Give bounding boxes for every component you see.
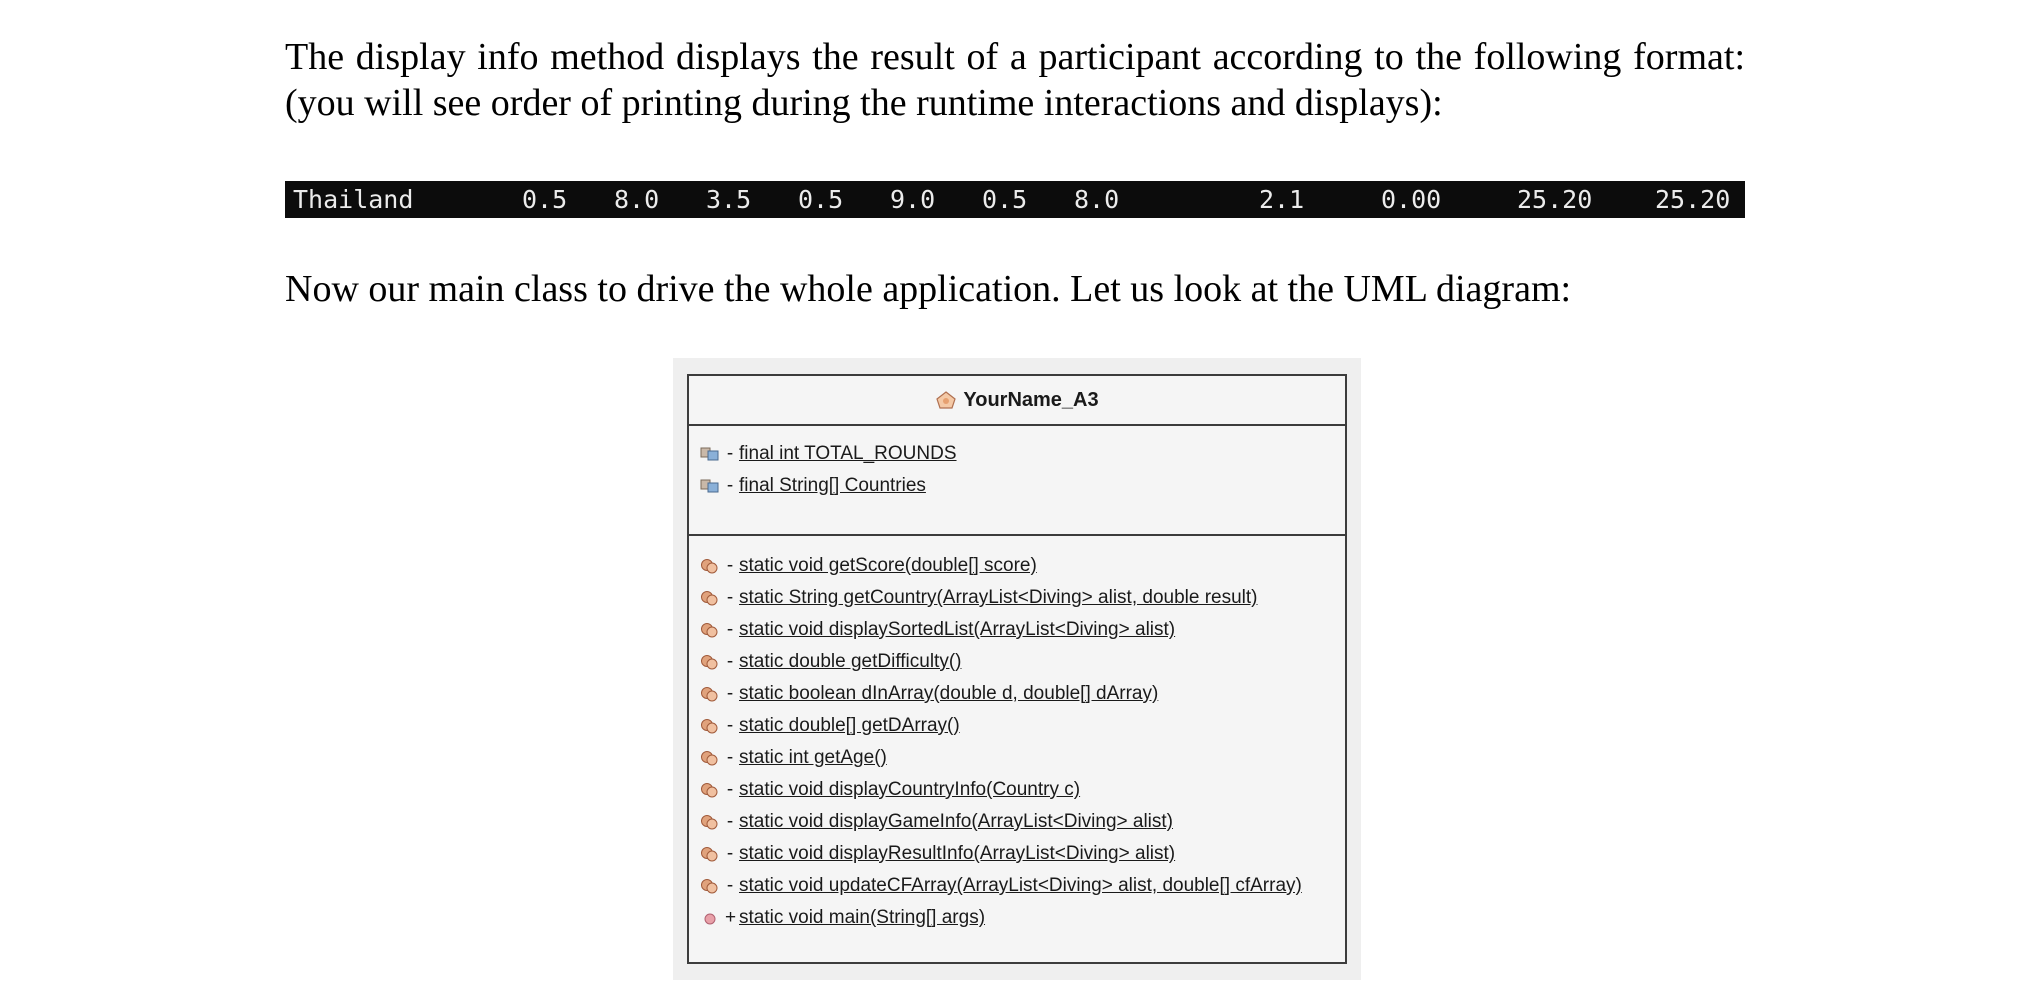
console-cell: 0.00 <box>1381 185 1442 214</box>
method-icon <box>699 589 721 607</box>
console-cell: 9.0 <box>890 185 936 214</box>
uml-method-signature: static void main(String[] args) <box>739 907 986 928</box>
uml-fields-section <box>689 426 1345 536</box>
description-paragraph: The display info method displays the result of a participant according to the following format: (you will see order of printing during the runtime interactions and displays): <box>285 36 1745 124</box>
console-cell: 8.0 <box>1074 185 1120 214</box>
uml-method-row <box>689 614 1345 646</box>
console-cell: 8.0 <box>614 185 660 214</box>
console-cell: Thailand <box>293 185 414 214</box>
method-icon <box>699 749 721 767</box>
uml-method-signature: static void displayCountryInfo(Country c) <box>739 779 1081 800</box>
uml-method-row <box>689 870 1345 902</box>
uml-class-name: YourName_A3 <box>963 388 1099 411</box>
field-icon <box>699 477 721 495</box>
uml-method-row <box>689 838 1345 870</box>
visibility-marker: - <box>726 747 734 768</box>
uml-method-signature: static void updateCFArray(ArrayList<Diving> alist, double[] cfArray) <box>739 875 1302 896</box>
visibility-marker: - <box>726 683 734 704</box>
uml-method-row <box>689 710 1345 742</box>
console-cell: 3.5 <box>706 185 752 214</box>
visibility-marker: - <box>726 619 734 640</box>
uml-method-signature: static void displayResultInfo(ArrayList<Diving> alist) <box>739 843 1176 864</box>
uml-field-row <box>689 470 1345 502</box>
console-cell: 0.5 <box>522 185 568 214</box>
console-cell: 25.20 <box>1517 185 1593 214</box>
uml-field-signature: final String[] Countries <box>739 475 926 496</box>
uml-method-row <box>689 902 1345 934</box>
uml-field-signature: final int TOTAL_ROUNDS <box>739 443 957 464</box>
console-cell: 2.1 <box>1259 185 1305 214</box>
visibility-marker: - <box>726 587 734 608</box>
uml-method-signature: static int getAge() <box>739 747 887 768</box>
uml-method-signature: static void displayGameInfo(ArrayList<Diving> alist) <box>739 811 1174 832</box>
visibility-marker: + <box>725 907 737 928</box>
uml-class-header <box>689 376 1345 426</box>
console-output <box>285 181 1745 218</box>
visibility-marker: - <box>726 843 734 864</box>
method-icon <box>699 653 721 671</box>
console-cell: 0.5 <box>798 185 844 214</box>
uml-method-row <box>689 550 1345 582</box>
uml-method-row <box>689 742 1345 774</box>
uml-method-signature: static double[] getDArray() <box>739 715 960 736</box>
uml-field-row <box>689 438 1345 470</box>
visibility-marker: - <box>726 475 734 496</box>
public-method-icon <box>699 909 721 927</box>
uml-method-row <box>689 646 1345 678</box>
method-icon <box>699 717 721 735</box>
visibility-marker: - <box>726 443 734 464</box>
method-icon <box>699 621 721 639</box>
visibility-marker: - <box>726 779 734 800</box>
visibility-marker: - <box>726 875 734 896</box>
uml-intro-paragraph: Now our main class to drive the whole application. Let us look at the UML diagram: <box>285 268 1572 310</box>
method-icon <box>699 877 721 895</box>
uml-method-signature: static String getCountry(ArrayList<Diving> alist, double result) <box>739 587 1258 608</box>
method-icon <box>699 781 721 799</box>
uml-method-row <box>689 774 1345 806</box>
uml-method-row <box>689 678 1345 710</box>
uml-methods-section <box>689 536 1345 934</box>
visibility-marker: - <box>726 555 734 576</box>
uml-method-signature: static double getDifficulty() <box>739 651 962 672</box>
console-cell: 25.20 <box>1655 185 1731 214</box>
visibility-marker: - <box>726 811 734 832</box>
uml-method-signature: static void displaySortedList(ArrayList<Diving> alist) <box>739 619 1176 640</box>
field-icon <box>699 445 721 463</box>
visibility-marker: - <box>726 715 734 736</box>
method-icon <box>699 845 721 863</box>
method-icon <box>699 813 721 831</box>
console-cell: 0.5 <box>982 185 1028 214</box>
method-icon <box>699 685 721 703</box>
method-icon <box>699 557 721 575</box>
class-icon <box>935 390 957 410</box>
uml-class-box <box>687 374 1347 964</box>
uml-method-row <box>689 806 1345 838</box>
visibility-marker: - <box>726 651 734 672</box>
uml-method-row <box>689 582 1345 614</box>
uml-method-signature: static boolean dInArray(double d, double[] dArray) <box>739 683 1159 704</box>
uml-method-signature: static void getScore(double[] score) <box>739 555 1037 576</box>
